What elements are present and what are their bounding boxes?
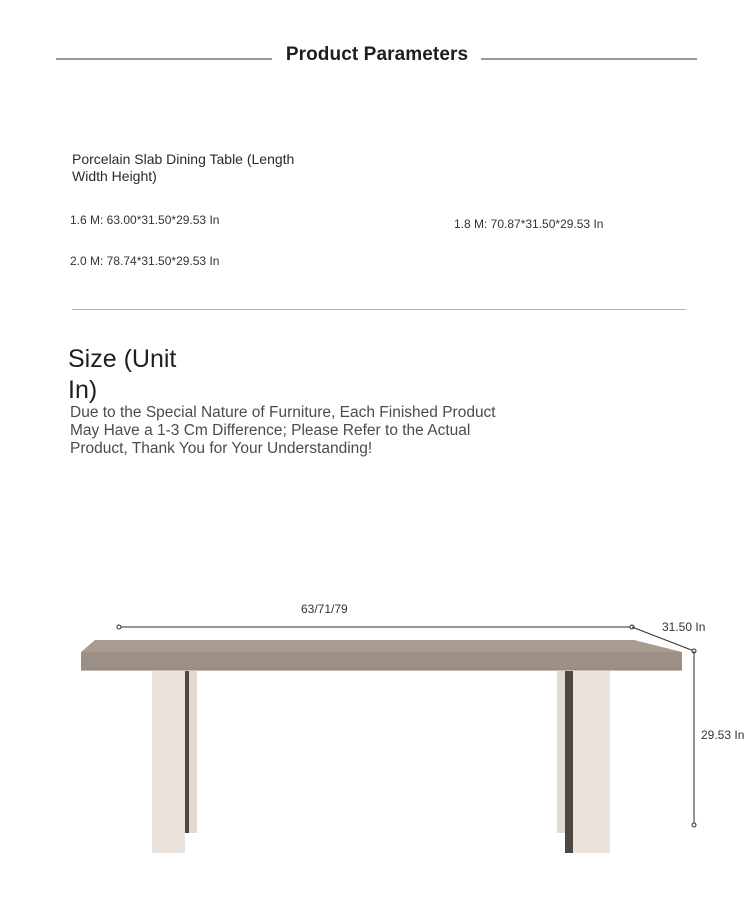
width-dimension-label: 31.50 In	[662, 620, 706, 634]
right-leg-side	[557, 671, 565, 833]
product-parameters-header	[0, 40, 750, 80]
size-section-title: Size (Unit In)	[68, 345, 177, 404]
spec-item-2-0m: 2.0 M: 78.74*31.50*29.53 In	[70, 254, 220, 268]
right-leg-shadow	[565, 671, 573, 853]
spec-item-1-8m: 1.8 M: 70.87*31.50*29.53 In	[454, 217, 604, 231]
height-dimension-end-dot	[692, 823, 696, 827]
header-divider-right	[481, 58, 697, 60]
left-leg-side	[189, 671, 197, 833]
size-notice: Due to the Special Nature of Furniture, Each Finished Product May Have a 1-3 Cm Difference; Please Refer to the Actual Product, Thank You for Your Understanding!	[70, 404, 496, 457]
length-dimension-label: 63/71/79	[301, 602, 348, 616]
section-divider	[72, 309, 686, 310]
header-divider-left	[56, 58, 272, 60]
page-title: Product Parameters	[285, 44, 469, 65]
specs-title: Porcelain Slab Dining Table (Length Width Height)	[72, 151, 295, 184]
left-leg-shadow	[185, 671, 189, 833]
right-leg-front	[573, 671, 610, 853]
table-dimension-diagram	[0, 590, 750, 880]
tabletop-front-face	[81, 652, 682, 670]
left-leg-front	[152, 671, 185, 853]
length-dimension-start-dot	[117, 625, 121, 629]
table-illustration	[0, 590, 750, 880]
height-dimension-label: 29.53 In	[701, 728, 745, 742]
spec-item-1-6m: 1.6 M: 63.00*31.50*29.53 In	[70, 213, 220, 227]
